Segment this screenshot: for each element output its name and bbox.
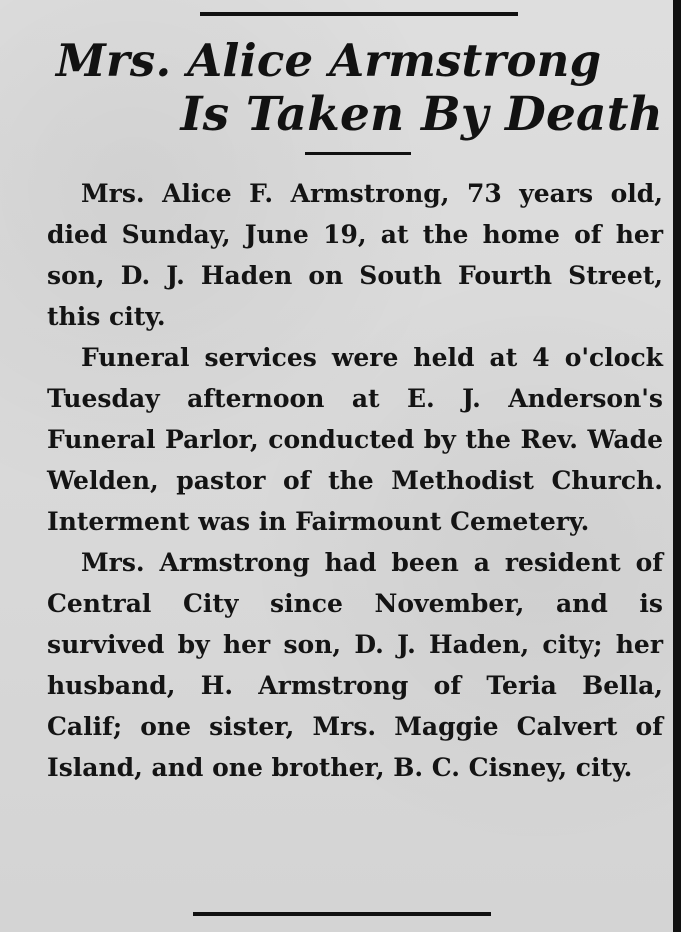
paragraph-1: Mrs. Alice F. Armstrong, 73 years old, died Sunday, June 19, at the home of her son, D. J. Haden on South Fourth Street, this city. <box>47 179 663 331</box>
bottom-rule <box>193 912 491 916</box>
headline-line-1: Mrs. Alice Armstrong <box>56 34 602 87</box>
headline <box>48 34 668 142</box>
headline-divider <box>305 152 411 155</box>
paragraph-3: Mrs. Armstrong had been a resident of Central City since November, and is survived by her son, D. J. Haden, city; her husband, H. Armstrong of Teria Bella, Calif; one sister, Mrs. Maggie Calvert of Island, and one brother, B. C. Cisney, city. <box>47 548 663 782</box>
article-body <box>47 173 663 788</box>
top-rule <box>200 12 518 16</box>
headline-line-2: Is Taken By Death <box>180 87 663 142</box>
paragraph-2: Funeral services were held at 4 o'clock Tuesday afternoon at E. J. Anderson's Funeral Parlor, conducted by the Rev. Wade Welden, pastor of the Methodist Church. Interment was in Fairmount Cemetery. <box>47 343 663 536</box>
